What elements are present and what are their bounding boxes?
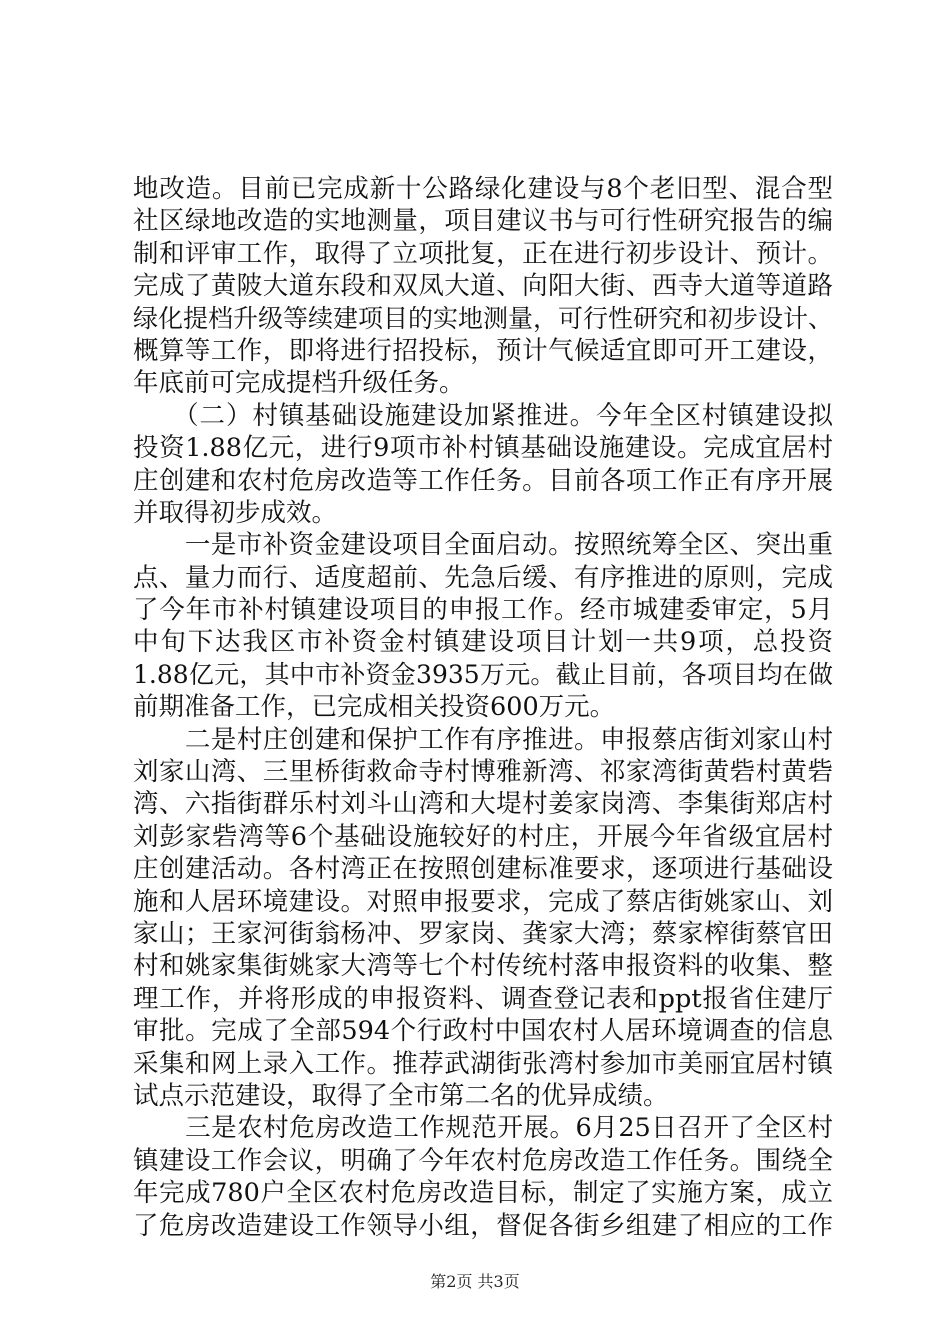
text-line: 1.88亿元，其中市补资金3935万元。截止目前，各项目均在做 bbox=[133, 659, 833, 689]
text-line: 刘家山湾、三里桥街救命寺村博雅新湾、祁家湾街黄砦村黄砦 bbox=[133, 757, 833, 788]
text-line: 理工作，并将形成的申报资料、调查登记表和ppt报省住建厅 bbox=[133, 983, 833, 1014]
text-line: 镇建设工作会议，明确了今年农村危房改造工作任务。围绕全 bbox=[133, 1145, 833, 1176]
text-line: 年完成780户全区农村危房改造目标，制定了实施方案，成立 bbox=[133, 1178, 833, 1209]
text-line: 了危房改造建设工作领导小组，督促各街乡组建了相应的工作 bbox=[133, 1210, 833, 1241]
text-line: 了今年市补村镇建设项目的申报工作。经市城建委审定，5月 bbox=[133, 595, 833, 626]
text-line: 制和评审工作，取得了立项批复，正在进行初步设计、预计。 bbox=[133, 238, 833, 269]
text-line: 一是市补资金建设项目全面启动。按照统筹全区、突出重 bbox=[133, 530, 833, 561]
text-line: 三是农村危房改造工作规范开展。6月25日召开了全区村 bbox=[133, 1113, 833, 1144]
text-line: 采集和网上录入工作。推荐武湖街张湾村参加市美丽宜居村镇 bbox=[133, 1048, 833, 1079]
text-line: 中旬下达我区市补资金村镇建设项目计划一共9项，总投资 bbox=[133, 627, 833, 658]
text-line: 点、量力而行、适度超前、先急后缓、有序推进的原则，完成 bbox=[133, 562, 833, 593]
text-line: 年底前可完成提档升级任务。 bbox=[133, 368, 465, 399]
text-line: 庄创建和农村危房改造等工作任务。目前各项工作正有序开展 bbox=[133, 465, 833, 496]
page-footer: 第2页 共3页 bbox=[430, 1272, 520, 1291]
text-line: 施和人居环境建设。对照申报要求，完成了蔡店街姚家山、刘 bbox=[133, 886, 833, 917]
text-line: 村和姚家集街姚家大湾等七个村传统村落申报资料的收集、整 bbox=[133, 951, 833, 982]
text-line: 投资1.88亿元，进行9项市补村镇基础设施建设。完成宜居村 bbox=[133, 433, 833, 464]
text-line: 绿化提档升级等续建项目的实地测量，可行性研究和初步设计、 bbox=[133, 303, 834, 333]
text-line: 并取得初步成效。 bbox=[133, 497, 338, 528]
text-line: 地改造。目前已完成新十公路绿化建设与8个老旧型、混合型 bbox=[133, 174, 833, 204]
text-line: 前期准备工作，已完成相关投资600万元。 bbox=[133, 692, 616, 723]
text-line: 庄创建活动。各村湾正在按照创建标准要求，逐项进行基础设 bbox=[133, 854, 833, 885]
body-text bbox=[133, 173, 833, 1242]
text-line: 概算等工作，即将进行招投标，预计气候适宜即可开工建设， bbox=[133, 335, 833, 366]
text-line: 试点示范建设，取得了全市第二名的优异成绩。 bbox=[133, 1080, 669, 1111]
text-line: 湾、六指街群乐村刘斗山湾和大堤村姜家岗湾、李集街郑店村 bbox=[133, 789, 833, 820]
text-line: 刘彭家砦湾等6个基础设施较好的村庄，开展今年省级宜居村 bbox=[133, 821, 833, 852]
text-line: 二是村庄创建和保护工作有序推进。申报蔡店街刘家山村 bbox=[133, 724, 833, 755]
text-line: （二）村镇基础设施建设加紧推进。今年全区村镇建设拟 bbox=[133, 400, 833, 431]
text-line: 完成了黄陂大道东段和双凤大道、向阳大街、西寺大道等道路 bbox=[133, 271, 833, 302]
text-line: 审批。完成了全部594个行政村中国农村人居环境调查的信息 bbox=[133, 1016, 833, 1047]
text-line: 社区绿地改造的实地测量，项目建议书与可行性研究报告的编 bbox=[133, 206, 833, 237]
text-line: 家山；王家河街翁杨冲、罗家岗、龚家大湾；蔡家榨街蔡官田 bbox=[133, 918, 833, 949]
